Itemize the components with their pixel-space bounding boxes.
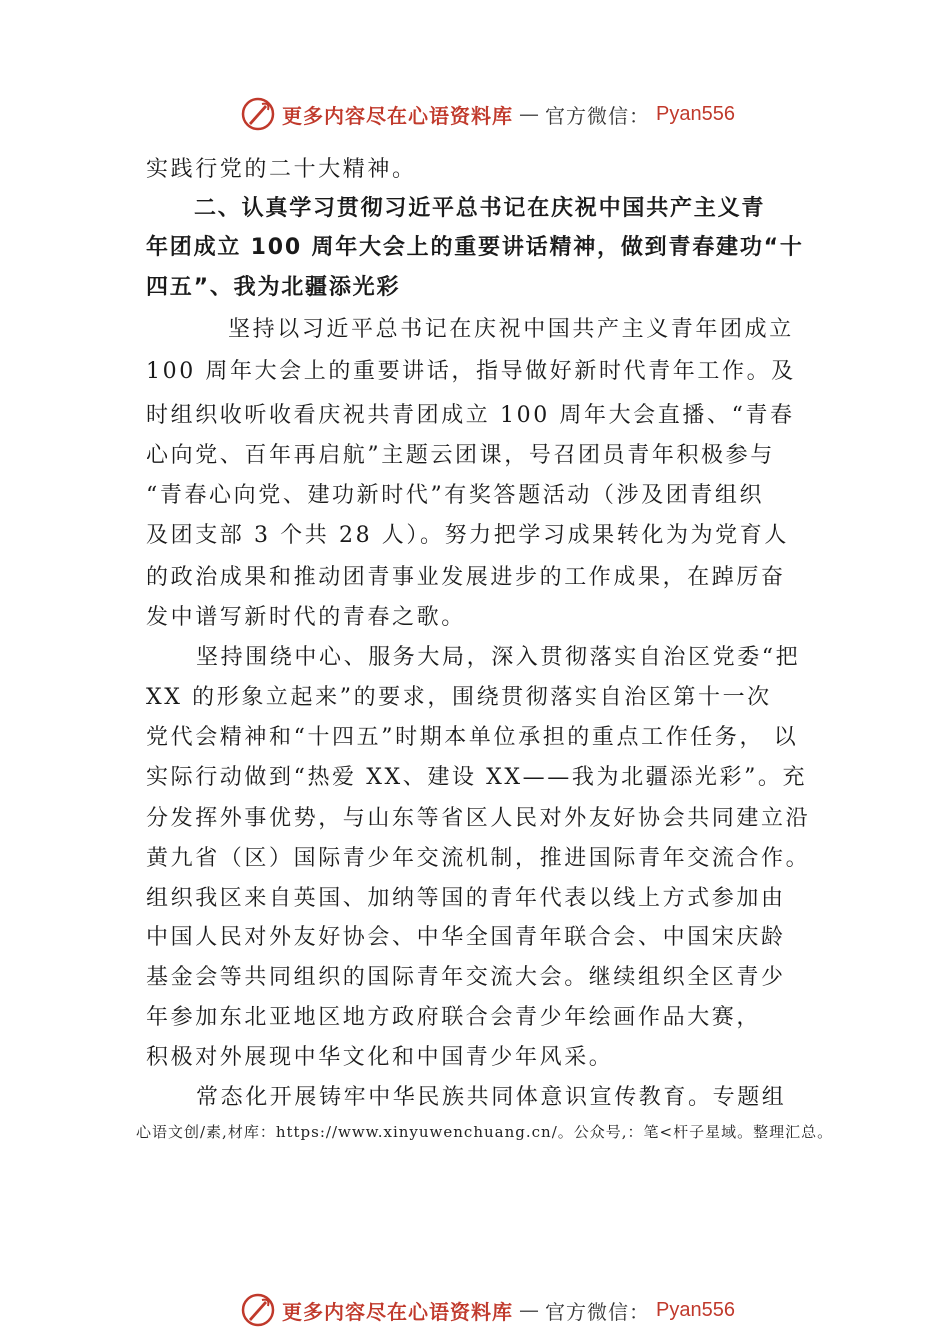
watermark-separator: — <box>519 102 539 126</box>
body-line: 发中谱写新时代的青春之歌。 <box>146 605 466 630</box>
body-line: 组织我区来自英国、加纳等国的青年代表以线上方式参加由 <box>146 886 786 911</box>
footer-watermark <box>240 1290 735 1330</box>
body-line: 实践行党的二十大精神。 <box>146 157 417 182</box>
body-line: 中国人民对外友好协会、中华全国青年联合会、中国宋庆龄 <box>146 925 786 950</box>
body-line: 实际行动做到“热爱 XX、建设 XX——我为北疆添光彩”。充 <box>146 765 808 790</box>
section-heading-line: 年团成立 100 周年大会上的重要讲话精神，做到青春建功“十 <box>146 235 804 260</box>
body-line: 积极对外展现中华文化和中国青少年风采。 <box>146 1045 614 1070</box>
body-line: 党代会精神和“十四五”时期本单位承担的重点工作任务， 以 <box>146 725 799 750</box>
body-line: 心向党、百年再启航”主题云团课，号召团员青年积极参与 <box>146 443 775 468</box>
section-heading-line: 四五”、我为北疆添光彩 <box>146 275 401 300</box>
body-line: XX 的形象立起来”的要求，围绕贯彻落实自治区第十一次 <box>146 685 772 710</box>
watermark-account: Pyan556 <box>656 102 735 125</box>
watermark-text: 更多内容尽在心语资料库 <box>282 1299 513 1324</box>
section-heading-line: 二、认真学习贯彻习近平总书记在庆祝中国共产主义青 <box>194 196 766 221</box>
body-line: 年参加东北亚地区地方政府联合会青少年绘画作品大赛， <box>146 1005 762 1030</box>
body-line: 坚持围绕中心、服务大局，深入贯彻落实自治区党委“把 <box>196 645 801 670</box>
header-watermark <box>240 94 735 134</box>
body-line: 时组织收听收看庆祝共青团成立 100 周年大会直播、“青春 <box>146 403 795 428</box>
body-line: “青春心向党、建功新时代”有奖答题活动（涉及团青组织 <box>146 483 765 508</box>
body-line: 常态化开展铸牢中华民族共同体意识宣传教育。专题组 <box>196 1085 787 1110</box>
watermark-text: 更多内容尽在心语资料库 <box>282 103 513 128</box>
body-line: 黄九省（区）国际青少年交流机制，推进国际青年交流合作。 <box>146 846 811 871</box>
quill-logo-icon <box>240 1292 276 1328</box>
watermark-separator: — <box>519 1298 539 1322</box>
body-line: 坚持以习近平总书记在庆祝中国共产主义青年团成立 <box>228 317 794 342</box>
watermark-label: 官方微信： <box>545 103 650 128</box>
source-note: 心语文创/素,材库：https://www.xinyuwenchuang.cn/。公众号,：笔<杆子星域。整理汇总。 <box>136 1123 834 1141</box>
body-line: 的政治成果和推动团青事业发展进步的工作成果，在踔厉奋 <box>146 565 786 590</box>
body-line: 分发挥外事优势，与山东等省区人民对外友好协会共同建立沿 <box>146 806 811 831</box>
body-line: 100 周年大会上的重要讲话，指导做好新时代青年工作。及 <box>146 359 796 384</box>
watermark-account: Pyan556 <box>656 1298 735 1321</box>
quill-logo-icon <box>240 96 276 132</box>
body-line: 基金会等共同组织的国际青年交流大会。继续组织全区青少 <box>146 965 786 990</box>
watermark-label: 官方微信： <box>545 1299 650 1324</box>
body-line: 及团支部 3 个共 28 人）。努力把学习成果转化为为党育人 <box>146 523 789 548</box>
